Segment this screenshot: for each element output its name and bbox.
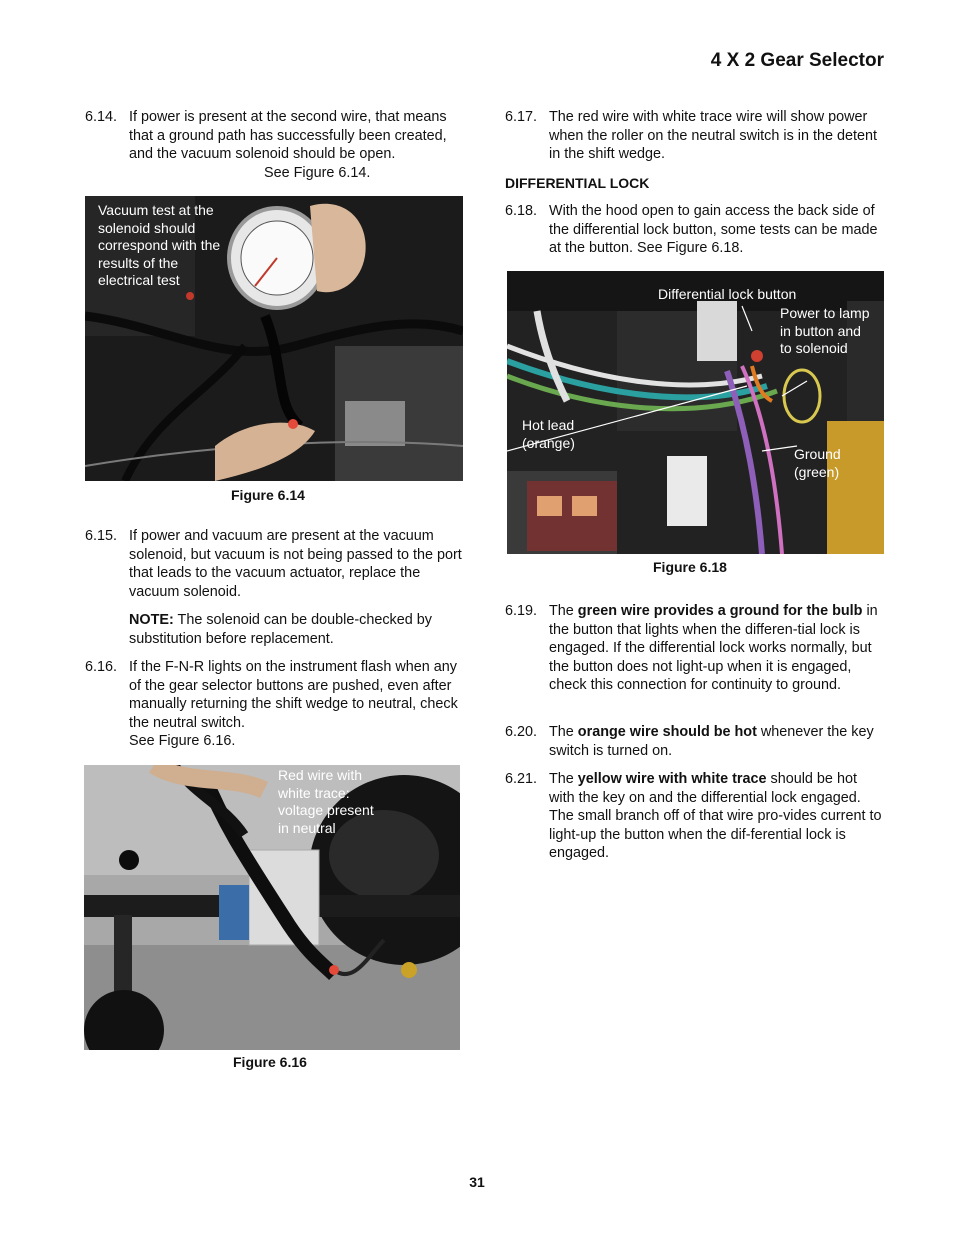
paragraph-text-pre: The [549,771,578,787]
paragraph-text: If power is present at the second wire, that means that a ground path has successfully been created, and the vacuum solenoid should be open. [129,109,447,163]
neutral-switch-photo [84,765,460,1050]
paragraph-text-pre: The [549,603,578,619]
paragraph-text-bold: orange wire should be hot [577,724,757,740]
paragraph-number: 6.16. [85,659,118,675]
note [129,611,465,648]
paragraph-number: 6.14. [85,109,118,125]
figure-6-16-photo [84,765,460,1050]
figure-6-18-label-button: Differential lock button [658,286,797,302]
paragraph-6-18 [505,202,885,258]
figure-6-14-caption: Figure 6.14 [231,487,305,503]
paragraph-text: The red wire with white trace wire will show power when the roller on the neutral switch is in the detent in the shift wedge. [549,109,877,163]
paragraph-text: If power and vacuum are present at the vacuum solenoid, but vacuum is not being passed to the port that leads to the vacuum actuator, replace the vacuum solenoid. [129,528,462,600]
paragraph-text: If the F-N-R lights on the instrument flash when any of the gear selector buttons are pushed, even after manually returning the shift wedge to neutral, check the neutral switch. [129,659,458,731]
paragraph-text-bold: yellow wire with white trace [577,771,767,787]
paragraph-number: 6.19. [505,603,538,619]
figure-6-18-caption: Figure 6.18 [653,559,727,575]
note-label: NOTE: [129,612,174,628]
figure-6-18-label-power: Power to lamp in button and to solenoid [780,305,870,356]
paragraph-number: 6.20. [505,724,538,740]
section-heading: DIFFERENTIAL LOCK [505,175,650,191]
page-title: 4 X 2 Gear Selector [710,50,884,71]
paragraph-number: 6.17. [505,109,538,125]
figure-6-18-photo [507,271,884,554]
page-number: 31 [469,1174,485,1190]
paragraph-text-post: should be hot with the key on and the differential lock engaged. The small branch off of that wire pro-vides current to light-up the button when the dif-ferential lock is engaged. [549,771,882,862]
paragraph-number: 6.18. [505,203,538,219]
paragraph-text-post: in the button that lights when the differen-tial lock is engaged. If the differential lock works normally, but the button does not light-up when it is engaged, check this connection for continuity to ground. [549,603,878,694]
paragraph-text-bold: green wire provides a ground for the bulb [577,603,863,619]
paragraph-number: 6.21. [505,771,538,787]
figure-6-18-label-hot: Hot lead (orange) [522,417,575,451]
figure-6-14-label: Vacuum test at the solenoid should correspond with the results of the electrical test [98,202,221,288]
figure-6-16-caption: Figure 6.16 [233,1054,307,1070]
paragraph-text-pre: The [549,724,578,740]
note-text: The solenoid can be double-checked by substitution before replacement. [129,612,432,647]
paragraph-6-16 [85,658,465,751]
paragraph-6-20 [505,723,885,760]
paragraph-6-17 [505,108,885,164]
paragraph-6-19 [505,602,885,695]
paragraph-number: 6.15. [85,528,118,544]
paragraph-6-14 [85,108,465,182]
figure-6-14-photo [85,196,463,481]
paragraph-text-post: whenever the key switch is turned on. [549,724,874,759]
figure-reference: See Figure 6.14. [264,164,371,181]
figure-6-16-label: Red wire with white trace: voltage present in neutral [278,767,374,836]
figure-reference: See Figure 6.16. [129,733,236,750]
paragraph-6-21 [505,770,885,863]
paragraph-6-15 [85,527,465,601]
paragraph-text: With the hood open to gain access the back side of the differential lock button, some tests can be made at the button. See Figure 6.18. [549,203,878,257]
figure-6-18-label-ground: Ground (green) [794,446,841,480]
